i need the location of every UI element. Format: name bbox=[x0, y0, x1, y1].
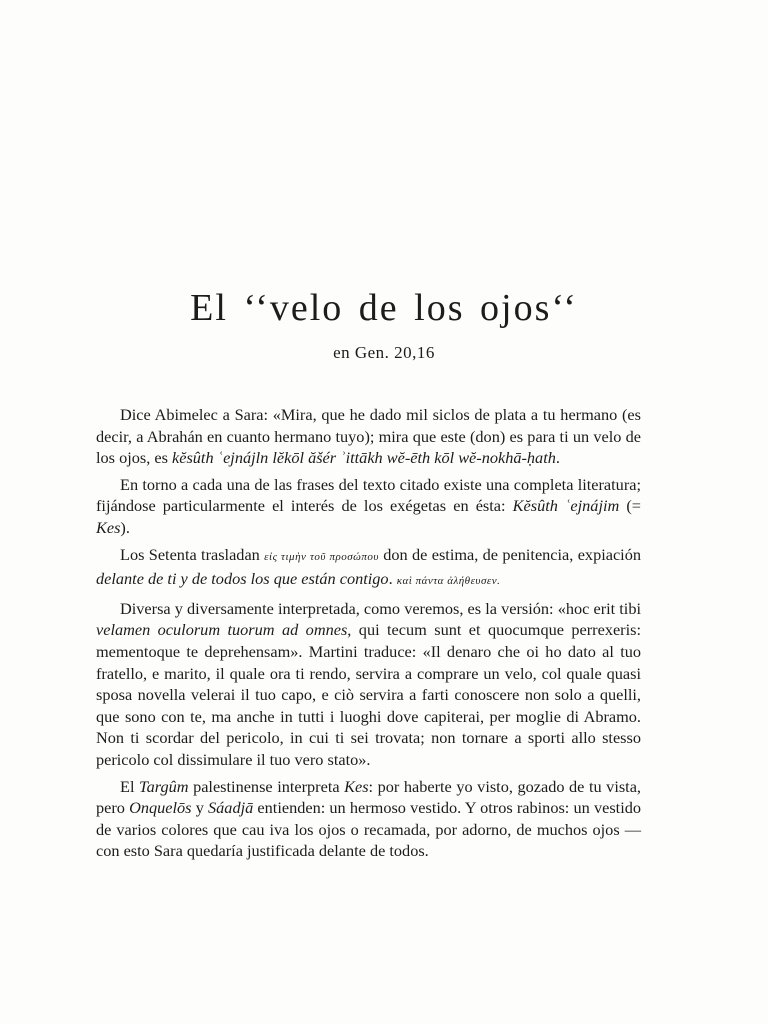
italic-run: Kes bbox=[96, 517, 121, 537]
text-run: En torno a cada una de las frases del texto citado existe una completa literatura; fijándose particularmente el interés de los exégetas en ésta: bbox=[96, 474, 641, 516]
italic-run: Targûm bbox=[139, 776, 189, 796]
greek-run: εἰς τιμὴν τοῦ προσώπου bbox=[264, 550, 379, 563]
page-title: El ‘‘velo de los ojos‘‘ bbox=[190, 287, 578, 329]
page-subtitle: en Gen. 20,16 bbox=[333, 343, 435, 362]
paragraph bbox=[96, 544, 641, 593]
text-run: El bbox=[120, 776, 140, 796]
text-run: Los Setenta trasladan bbox=[120, 544, 265, 564]
italic-run: velamen oculorum tuorum ad omnes bbox=[96, 620, 348, 640]
text-run: : por haberte yo visto, gozado de tu vista, pero bbox=[96, 776, 641, 818]
italic-run: Sáadjā bbox=[208, 798, 254, 818]
paragraph bbox=[96, 776, 641, 862]
text-run: , qui tecum sunt et quocumque perrexeris: mementoque te deprehensam». Martini traduce: «Il denaro che oi ho dato al tuo fratello, e marito, il quale ora ti rendo, servira a comprare un velo, col quale quasi sposa novella velerai il tuo capo, e ciò servira a farti conoscere non solo a quelli, que sono con te, ma anche in tutti i luoghi dove capiterai, per moglie di Abramo. Non ti scordar del pericolo, in cui ti sei trovata; non tornare a sporti allo stesso pericolo col dissimulare il tuo vero stato». bbox=[96, 620, 641, 769]
text-run: Dice Abimelec a Sara: «Mira, que he dado mil siclos de plata a tu hermano (es decir, a Abrahán en cuanto hermano tuyo); mira que este (don) es para ti un velo de los ojos, es bbox=[96, 405, 641, 468]
text-run: . bbox=[555, 448, 560, 468]
text-run: palestinense interpreta bbox=[188, 776, 345, 796]
paragraph bbox=[96, 404, 641, 469]
italic-run: Kĕsûth ʿejnájim bbox=[512, 496, 620, 516]
italic-run: kĕsûth ʿejnájln lĕkōl ăšér ʾittākh wĕ-ēth kōl wĕ-nokhā-ḥath bbox=[172, 448, 556, 468]
text-run: don de estima, de penitencia, expiación bbox=[378, 544, 641, 564]
italic-run: Onquelōs bbox=[129, 798, 192, 818]
text-run: . bbox=[388, 569, 397, 589]
text-run: y bbox=[191, 798, 209, 818]
text-run: (= bbox=[619, 496, 641, 516]
text-run: Diversa y diversamente interpretada, como veremos, es la versión: «hoc erit tibi bbox=[120, 598, 641, 618]
text-run: ). bbox=[120, 517, 130, 537]
text-run: entienden: un hermoso vestido. Y otros rabinos: un vestido de varios colores que cau iva los ojos o recamada, por adorno, de muchos ojos —con esto Sara quedaría justificada delante de todos. bbox=[96, 798, 641, 861]
paragraph bbox=[96, 474, 641, 539]
greek-run: καὶ πάντα ἀλήθευσεν. bbox=[396, 575, 501, 588]
italic-run: delante de ti y de todos los que están contigo bbox=[96, 569, 389, 589]
italic-run: Kes bbox=[344, 776, 369, 796]
paragraph bbox=[96, 598, 641, 771]
body-text bbox=[96, 404, 641, 867]
